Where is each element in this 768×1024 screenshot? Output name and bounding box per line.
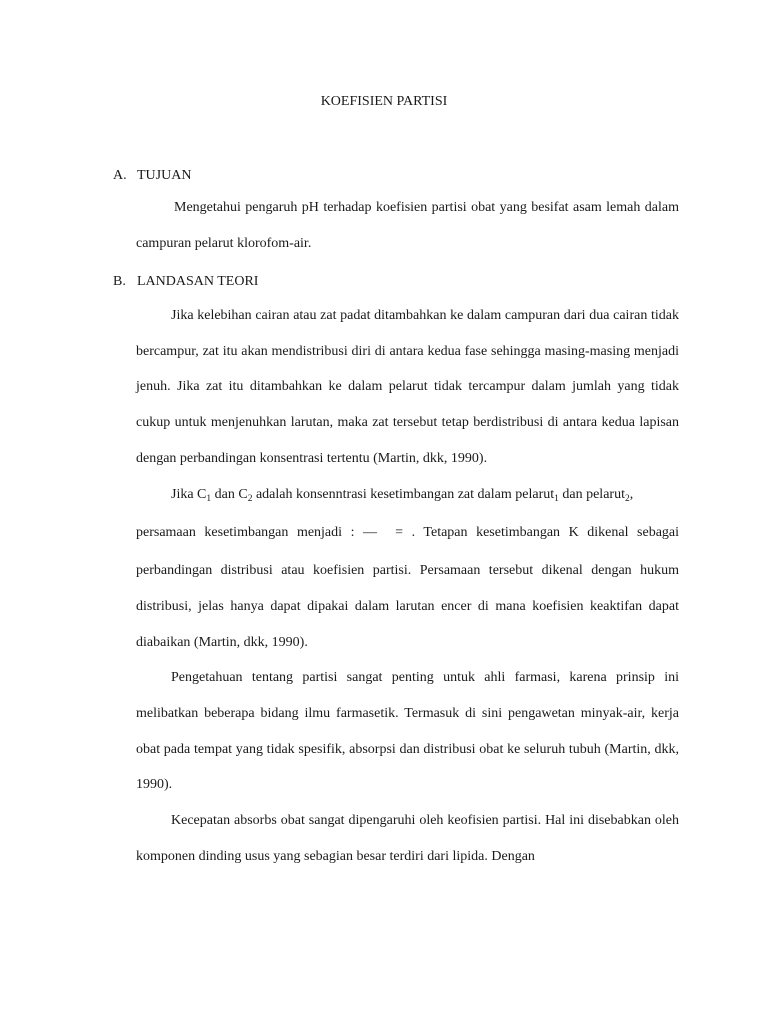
section-a-paragraph: Mengetahui pengaruh pH terhadap koefisien partisi obat yang besifat asam lemah dalam campuran pelarut klorofom-air. [136, 200, 679, 251]
section-a-heading [113, 166, 191, 186]
paragraph-2-rest: perbandingan distribusi atau koefisien partisi. Persamaan tersebut dikenal dengan hukum distribusi, jelas hanya dapat dipakai dalam larutan encer di mana koefisien keaktifan dapat diabaikan (Martin, dkk, 1990). [136, 563, 679, 650]
section-b-number: B. [113, 274, 126, 289]
paragraph-1: Jika kelebihan cairan atau zat padat ditambahkan ke dalam campuran dari dua cairan tidak bercampur, zat itu akan mendistribusi diri di antara kedua fase sehingga masing-masing menjadi jenuh. Jika zat itu ditambahkan ke dalam pelarut tidak tercampur dalam jumlah yang tidak cukup untuk menjenuhkan larutan, maka zat tersebut tetap berdistribusi di antara kedua lapisan dengan perbandingan konsentrasi tertentu (Martin, dkk, 1990). [136, 308, 679, 466]
section-a-body [136, 190, 679, 261]
equation-line [136, 512, 679, 553]
paragraph-4: Kecepatan absorbs obat sangat dipengaruhi oleh keofisien partisi. Hal ini disebabkan oleh komponen dinding usus yang sebagian besar terdiri dari lipida. Dengan [136, 813, 679, 864]
equation-trail-text: . Tetapan kesetimbangan K dikenal sebagai [411, 525, 680, 541]
section-b-title: LANDASAN TEORI [137, 274, 259, 289]
section-b-heading [113, 272, 258, 292]
paragraph-2-intro: Jika $C_1$ dan $C_2$ adalah konsenntrasi kesetimbangan zat dalam pelarut$_1$ dan pelarut$_2$, [171, 486, 634, 504]
section-b-body [136, 298, 679, 875]
paragraph-3: Pengetahuan tentang partisi sangat penting untuk ahli farmasi, karena prinsip ini melibatkan beberapa bidang ilmu farmasetik. Termasuk di sini pengawetan minyak-air, kerja obat pada tempat yang tidak spesifik, absorpsi dan distribusi obat ke seluruh tubuh (Martin, dkk, 1990). [136, 670, 679, 793]
section-a-title: TUJUAN [137, 168, 192, 183]
equation-lead-text: persamaan kesetimbangan menjadi : [136, 525, 355, 541]
document-title: KOEFISIEN PARTISI [320, 94, 448, 109]
section-a-number: A. [113, 168, 127, 183]
equation-formula: — = [363, 525, 404, 541]
